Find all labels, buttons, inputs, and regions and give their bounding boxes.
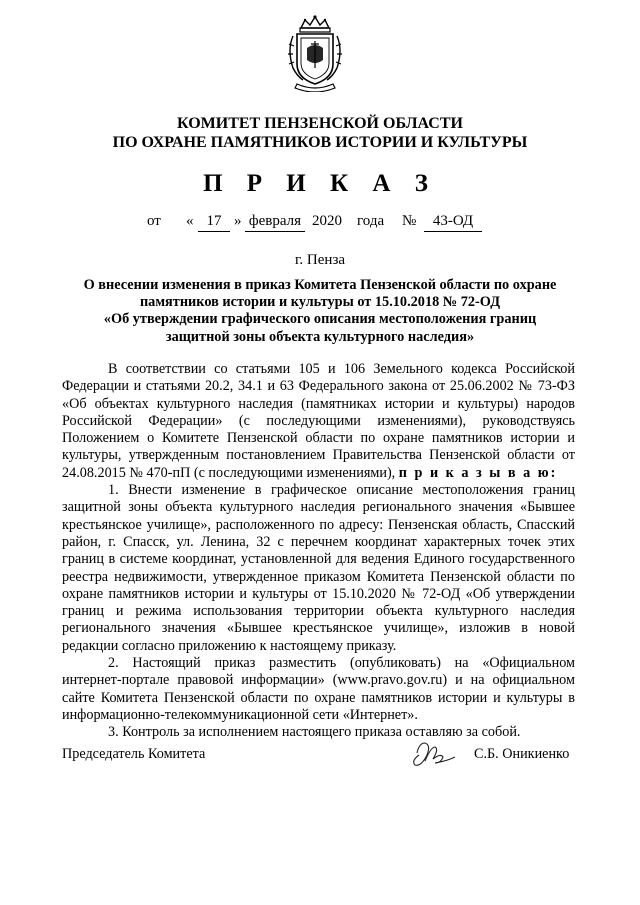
date-number-line	[0, 211, 640, 231]
city-name: г. Пенза	[294, 252, 346, 268]
document-number: 43-ОД	[424, 211, 482, 232]
item-2-paragraph: 2. Настоящий приказ разместить (опубликовать) на «Официальном интернет-портале правовой информации» (www.pravo.gov.ru) и на официальном сайте Комитета Пензенской области по охране памятников истории и культуры в информационно-телекоммуникационной сети «Интернет».	[62, 655, 575, 723]
order-word: п р и к а з ы в а ю:	[398, 464, 558, 481]
date-open-quote: «	[186, 213, 194, 229]
subject-line-3: «Об утверждении графического описания местоположения границ	[103, 311, 537, 328]
date-month: февраля	[245, 211, 305, 232]
org-line-1: КОМИТЕТ ПЕНЗЕНСКОЙ ОБЛАСТИ	[177, 115, 463, 132]
date-from-label: от	[147, 213, 161, 229]
coat-of-arms-emblem	[283, 14, 347, 92]
subject-line-1: О внесении изменения в приказ Комитета Пензенской области по охране	[83, 277, 557, 293]
order-subject	[70, 277, 570, 346]
subject-line-4: защитной зоны объекта культурного наследия»	[165, 328, 475, 345]
subject-line-2: памятников истории и культуры от 15.10.2018 № 72-ОД	[139, 294, 501, 311]
document-type-title: П Р И К А З	[203, 170, 437, 197]
signatory-name: С.Б. Оникиенко	[474, 746, 570, 762]
order-body	[62, 361, 575, 742]
number-label: №	[402, 213, 417, 229]
preamble-paragraph	[62, 361, 575, 482]
organization-name	[0, 114, 640, 152]
date-close-quote: »	[234, 213, 242, 229]
date-year-word: года	[357, 213, 385, 229]
org-line-2: ПО ОХРАНЕ ПАМЯТНИКОВ ИСТОРИИ И КУЛЬТУРЫ	[112, 134, 528, 151]
preamble-text: В соответствии со статьями 105 и 106 Земельного кодекса Российской Федерации и статьями 20.2, 34.1 и 63 Федерального закона от 25.06.2002 № 73-ФЗ «Об объектах культурного наследия (памятниках истории и культуры) народов Российской Федерации» (с последующими изменениями), руководствуясь Положением о Комитете Пензенской области по охране памятников истории и культуры, утвержденным постановлением Правительства Пензенской области от 24.08.2015 № 470-пП (с последующими изменениями),	[62, 361, 575, 481]
signatory-title: Председатель Комитета	[62, 746, 206, 762]
date-day: 17	[198, 211, 230, 232]
handwritten-signature	[405, 735, 465, 769]
date-year: 2020	[312, 213, 342, 229]
item-3-paragraph: 3. Контроль за исполнением настоящего приказа оставляю за собой.	[108, 724, 521, 741]
item-1-paragraph: 1. Внести изменение в графическое описание местоположения границ защитной зоны объекта культурного наследия регионального значения «Бывшее крестьянское училище», расположенного по адресу: Пензенская область, Спасский район, г. Спасск, ул. Ленина, 32 с перечнем координат характерных точек этих границ в системе координат, установленной для ведения Единого государственного реестра недвижимости, утвержденное приказом Комитета Пензенской области по охране памятников истории и культуры от 15.10.2020 № 72-ОД «Об утверждении границ и режима использования территории объекта культурного наследия регионального значения «Бывшее крестьянское училище», изложив в новой редакции согласно приложению к настоящему приказу.	[62, 482, 575, 654]
